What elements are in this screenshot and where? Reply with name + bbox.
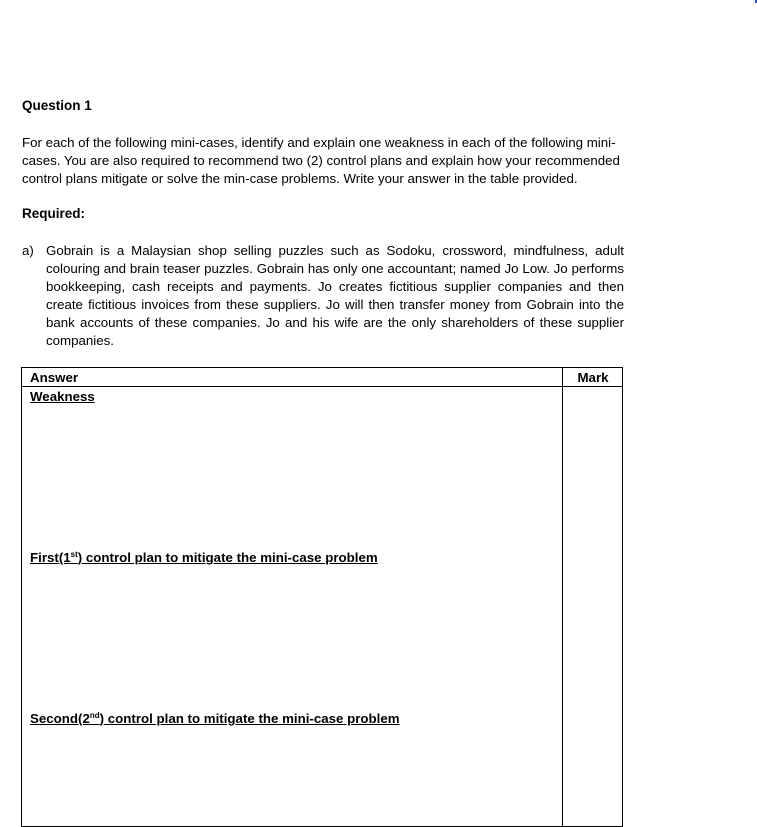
first-label-superscript: st: [70, 550, 78, 559]
first-label-suffix: ) control plan to mitigate the mini-case problem: [77, 550, 378, 565]
answer-table: [21, 367, 623, 827]
mini-case-a: [22, 242, 624, 351]
first-control-plan-label: [30, 550, 378, 565]
second-control-plan-label: [30, 711, 400, 726]
mark-column-header: Mark: [577, 370, 609, 385]
question-instructions: For each of the following mini-cases, identify and explain one weakness in each of the following mini-cases. You are also required to recommend two (2) control plans and explain how your recommended control plans mitigate or solve the min-case problems. Write your answer in the table provided.: [22, 135, 620, 187]
header-row-divider: [22, 386, 622, 387]
column-divider: [562, 368, 563, 826]
first-label-prefix: First(1: [30, 550, 71, 565]
answer-column-header: Answer: [30, 370, 79, 385]
mini-case-marker: a): [22, 243, 34, 258]
second-label-prefix: Second(2: [30, 711, 90, 726]
second-label-superscript: nd: [89, 711, 100, 720]
required-heading: Required:: [22, 206, 86, 221]
second-label-suffix: ) control plan to mitigate the mini-case problem: [99, 711, 400, 726]
mini-case-text: Gobrain is a Malaysian shop selling puzzles such as Sodoku, crossword, mindfulness, adult colouring and brain teaser puzzles. Gobrain has only one accountant; named Jo Low. Jo performs bookkeeping, cash receipts and payments. Jo creates fictitious supplier companies and then create fictitious invoices from these suppliers. Jo will then transfer money from Gobrain into the bank accounts of these companies. Jo and his wife are the only shareholders of these supplier companies.: [46, 243, 624, 349]
weakness-label: Weakness: [30, 389, 95, 404]
question-title: Question 1: [22, 98, 92, 113]
